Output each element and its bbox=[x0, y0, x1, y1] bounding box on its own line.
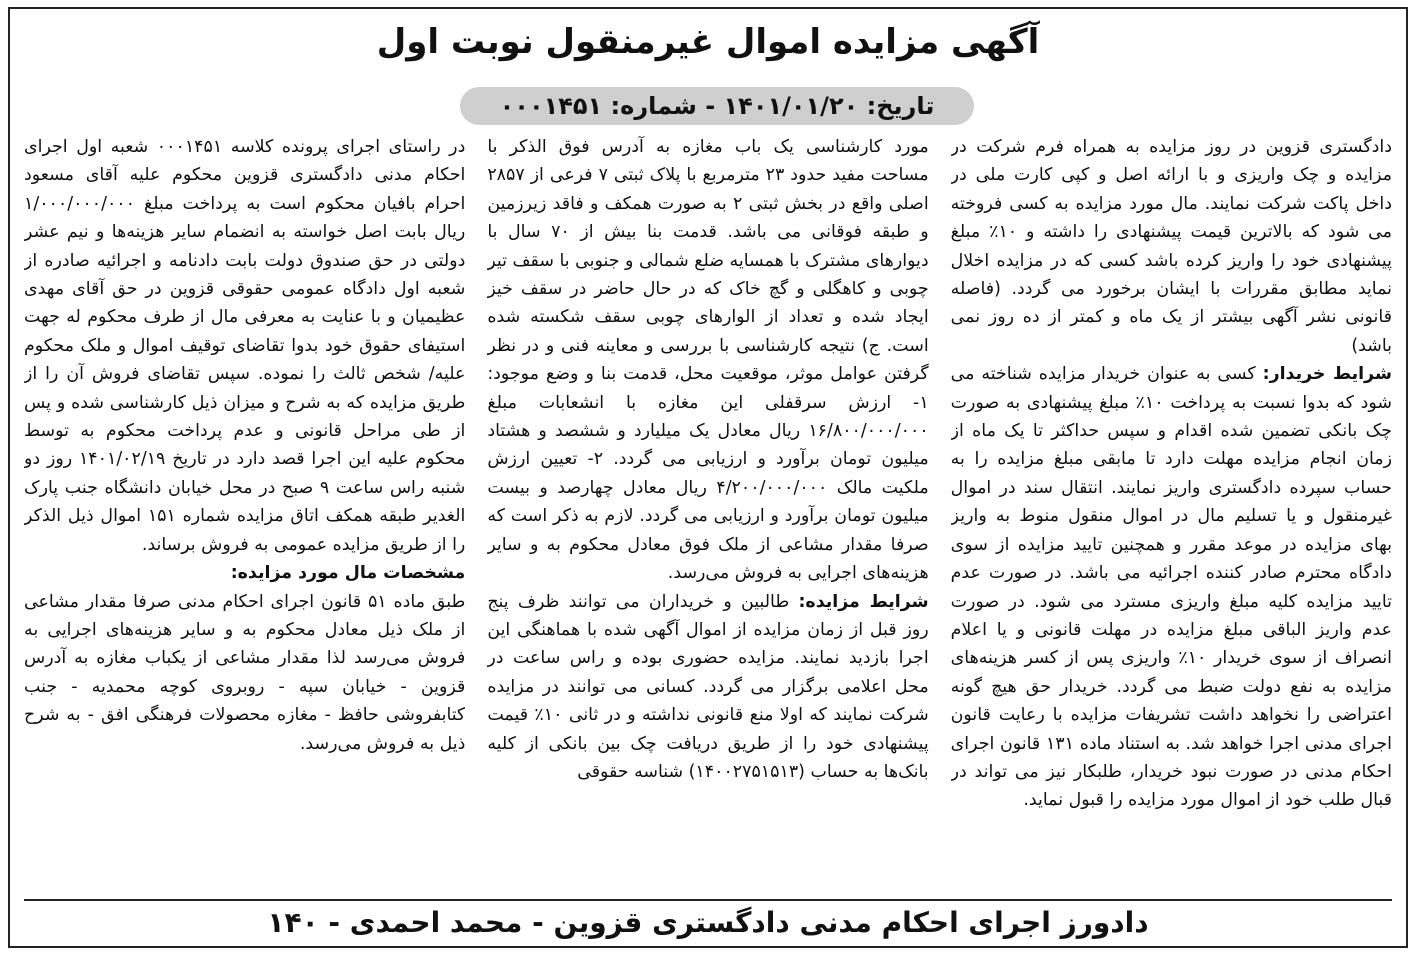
buyer-conditions-heading: شرایط خریدار: bbox=[1262, 364, 1392, 385]
column-left bbox=[951, 133, 1392, 893]
buyer-conditions-paragraph bbox=[951, 360, 1392, 815]
expert-report-paragraph: مورد کارشناسی یک باب مغازه به آدرس فوق الذکر با مساحت مفید حدود ۲۳ مترمربع با پلاک ثبتی ۷ فرعی از ۲۸۵۷ اصلی واقع در بخش ثبتی ۲ به صورت همکف و فاقد زیرزمین و طبقه فوقانی می باشد. قدمت بنا بیش از ۷۰ سال با دیوارهای مشترک با همسایه ضلع شمالی و جنوبی با سقف تیر چوبی و کاهگلی و گچ خاک که در حال حاضر در سقف خیز ایجاد شده و تعداد از الوارهای چوبی سقف شکسته شده است. ج) نتیجه کارشناسی با بررسی و معاینه فنی و در نظر گرفتن عوامل موثر، موقعیت محل، قدمت بنا و وضع موجود: ۱- ارزش سرقفلی این مغازه با انشعابات مبلغ ۱۶/۸۰۰/۰۰۰/۰۰۰ ریال معادل یک میلیارد و ششصد و هشتاد میلیون تومان برآورد و ارزیابی می گردد. ۲- تعیین ارزش ملکیت مالک ۴/۲۰۰/۰۰۰/۰۰۰ ریال معادل چهارصد و بیست میلیون تومان برآورد و ارزیابی می گردد. لازم به ذکر است که صرفا مقدار مشاعی از ملک فوق معادل محکوم به و سایر هزینه‌های اجرایی به فروش می‌رسد. bbox=[487, 137, 929, 584]
column-right bbox=[24, 133, 465, 893]
intro-paragraph: در راستای اجرای پرونده کلاسه ۰۰۰۱۴۵۱ شعبه اول اجرای احکام مدنی دادگستری قزوین محکوم علیه آقای مسعود احرام بافیان محکوم است به پرداخت مبلغ ۱/۰۰۰/۰۰۰/۰۰۰ ریال بابت اصل خواسته به انضمام سایر هزینه‌ها و نیم عشر دولتی در حق صندوق دولت بابت دادنامه و اجرائیه صادره از شعبه اول دادگاه عمومی حقوقی قزوین در حق آقای مهدی عظیمیان و با عنایت به معرفی مال از طرف محکوم له جهت استیفای حقوق خود بدوا تقاضای توقیف اموال و ملک محکوم علیه/ شخص ثالث را نموده. سپس تقاضای فروش آن را از طریق مزایده که به شرح و میزان ذیل کارشناسی شده و پس از طی مراحل قانونی و عدم پرداخت محکوم به توسط محکوم علیه این اجرا قصد دارد در تاریخ ۱۴۰۱/۰۲/۱۹ روز دو شنبه راس ساعت ۹ صبح در محل خیابان دانشگاه جنب پارک الغدیر طبقه همکف اتاق مزایده شماره ۱۵۱ اموال ذیل الذکر را از طریق مزایده عمومی به فروش برساند. bbox=[24, 137, 466, 555]
notice-body bbox=[24, 133, 1392, 893]
auction-conditions-paragraph bbox=[487, 588, 928, 787]
notice-page bbox=[8, 7, 1408, 948]
footer-signature: دادورز اجرای احکام مدنی دادگستری قزوین - محمد احمدی - ۱۴۰ bbox=[267, 906, 1149, 939]
footer-divider bbox=[24, 899, 1392, 901]
participation-paragraph: دادگستری قزوین در روز مزایده به همراه فرم شرکت در مزایده و چک واریزی و با ارائه اصل و کپی کارت ملی در داخل پاکت شرکت نمایند. مال مورد مزایده به کسی فروخته می شود که بالاترین قیمت پیشنهادی را داشته و ۱۰٪ مبلغ پیشنهادی خود را واریز کرده باشد کسی که در مزایده اخلال نماید مطابق مقررات با ایشان برخورد می گردد. (فاصله قانونی نشر آگهی بیشتر از یک ماه و کمتر از ده روز نمی باشد) bbox=[950, 137, 1392, 356]
auction-conditions-text: طالبین و خریداران می توانند ظرف پنج روز قبل از زمان مزایده از اموال آگهی شده با هماهنگی این اجرا بازدید نمایند. مزایده حضوری بوده و راس ساعت در محل اعلامی برگزار می گردد. کسانی می توانند در مزایده شرکت نمایند که اولا منع قانونی نداشته و در ثانی ۱۰٪ قیمت پیشنهادی خود را از طریق دریافت چک بین بانکی از کلیه بانک‌ها به حساب (۱۴۰۰۲۷۵۱۵۱۳) شناسه حقوقی bbox=[487, 591, 929, 782]
date-number-banner: تاریخ: ۱۴۰۱/۰۱/۲۰ - شماره: ۰۰۰۱۴۵۱ bbox=[460, 87, 974, 125]
property-specs-heading: مشخصات مال مورد مزایده: bbox=[230, 563, 466, 584]
notice-title: آگهی مزایده اموال غیرمنقول نوبت اول bbox=[376, 22, 1040, 62]
auction-conditions-heading: شرایط مزایده: bbox=[798, 591, 929, 612]
property-specs-paragraph: طبق ماده ۵۱ قانون اجرای احکام مدنی صرفا مقدار مشاعی از ملک ذیل معادل محکوم به و سایر هزینه‌های اجرایی به فروش می‌رسد لذا مقدار مشاعی از یکباب مغازه به آدرس قزوین - خیابان سپه - روبروی کوچه محمدیه - جنب کتابفروشی حافظ - مغازه محصولات فرهنگی افق - به شرح ذیل به فروش می‌رسد. bbox=[24, 591, 466, 754]
column-middle bbox=[487, 133, 928, 893]
buyer-conditions-text: کسی به عنوان خریدار مزایده شناخته می شود که بدوا نسبت به پرداخت ۱۰٪ مبلغ پیشنهادی به صورت چک بانکی تضمین شده اقدام و سپس حداکثر تا یک ماه از زمان انجام مزایده مهلت دارد تا مابقی مبلغ مزایده را به حساب سپرده دادگستری واریز نمایند. انتقال سند در اموال غیرمنقول و یا تسلیم مال در اموال منقول منوط به واریز بهای مزایده در موعد مقرر و همچنین تایید مزایده از سوی دادگاه محترم صادر کننده اجرائیه می باشد. در صورت عدم تایید مزایده کلیه مبلغ واریزی مسترد می شود. در صورت عدم واریز الباقی مبلغ مزایده در مهلت قانونی و یا اعلام انصراف از سوی خریدار ۱۰٪ واریزی پس از کسر هزینه‌های مزایده به نفع دولت ضبط می گردد. خریدار حق هیچ گونه اعتراضی را نخواهد داشت تشریفات مزایده با رعایت قانون اجرای مدنی اجرا خواهد شد. به استناد ماده ۱۳۱ قانون اجرای احکام مدنی در صورت نبود خریدار، طلبکار نیز می تواند در قبال طلب خود از اموال مورد مزایده را قبول نماید. bbox=[950, 364, 1392, 811]
